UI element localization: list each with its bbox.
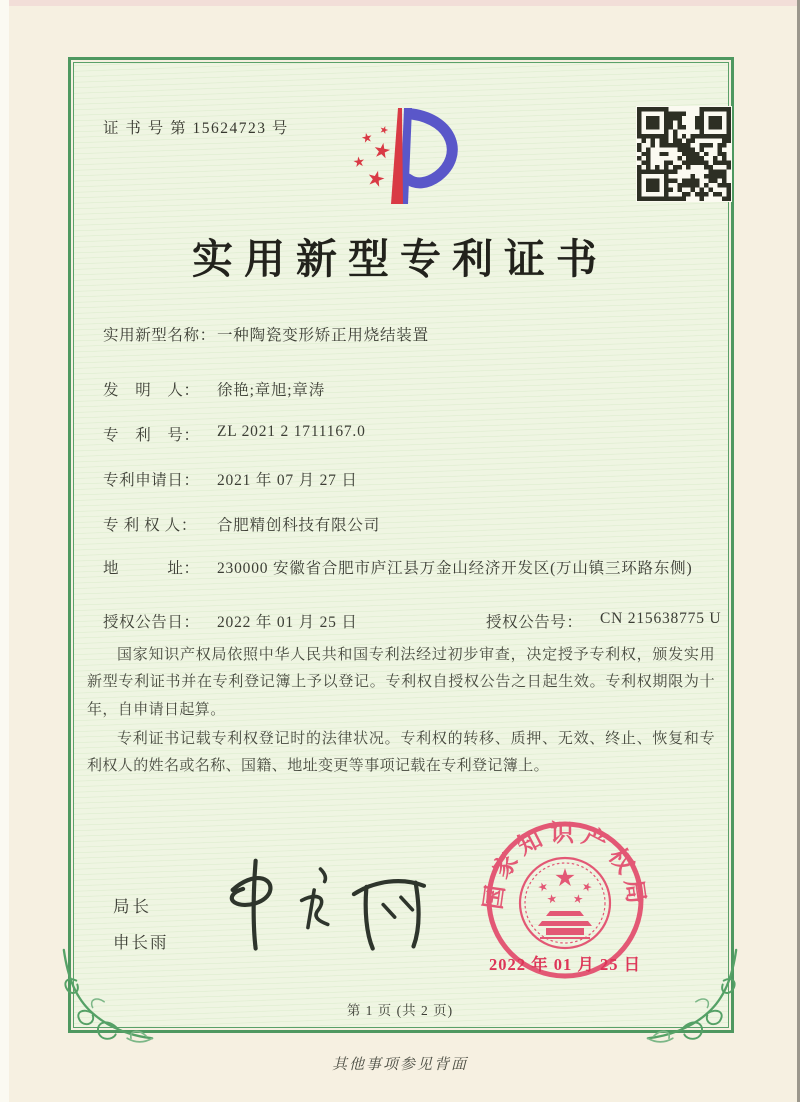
cnipa-logo-icon: [332, 104, 472, 216]
legal-paragraph-1: 国家知识产权局依照中华人民共和国专利法经过初步审查，决定授予专利权，颁发实用新型专利证书并在专利登记簿上予以登记。专利权自授权公告之日起生效。专利权期限为十年，自申请日起算。: [87, 647, 715, 718]
back-side-note: 其他事项参见背面: [331, 1057, 468, 1073]
field-utility-model-name: [103, 323, 429, 345]
qr-code: [636, 106, 732, 202]
scan-edge-top: [0, 0, 800, 6]
field-label: 专 利 号：: [103, 427, 200, 444]
legal-text: [87, 642, 715, 782]
field-label: 专利申请日：: [103, 472, 200, 489]
field-grant-row: [103, 610, 722, 632]
seal-date: 2022 年 01 月 25 日: [488, 955, 642, 974]
field-value: 230000 安徽省合肥市庐江县万金山经济开发区(万山镇三环路东侧): [217, 560, 693, 577]
field-value: 合肥精创科技有限公司: [217, 517, 381, 534]
svg-text:国家知识产权局: [480, 820, 650, 911]
handwritten-signature-icon: [218, 850, 448, 955]
field-value: 2022 年 01 月 25 日: [217, 614, 358, 631]
field-value: CN 215638775 U: [600, 610, 722, 627]
field-patentee: [103, 513, 380, 535]
field-inventors: [103, 378, 325, 400]
field-filing-date: [103, 468, 358, 490]
field-label: 地 址：: [103, 560, 200, 577]
page-number: 第 1 页 (共 2 页): [346, 1003, 454, 1018]
field-value: 2021 年 07 月 27 日: [217, 472, 358, 489]
corner-flourish-bottom-right: [644, 948, 740, 1044]
field-value: 一种陶瓷变形矫正用烧结装置: [217, 327, 429, 344]
corner-flourish-bottom-left: [60, 948, 156, 1044]
field-address: [103, 556, 695, 582]
seal-emblem: [520, 858, 610, 948]
field-patent-number: [103, 423, 366, 445]
field-label: 授权公告日：: [103, 614, 200, 631]
commissioner-name: 申长雨: [113, 933, 169, 952]
field-value: 徐艳;章旭;章涛: [217, 382, 326, 399]
field-label: 授权公告号：: [486, 614, 583, 631]
certificate-number: 证 书 号 第 15624723 号: [103, 120, 289, 137]
scan-edge-left: [0, 0, 9, 1102]
field-value: ZL 2021 2 1711167.0: [217, 423, 366, 440]
field-label: 实用新型名称：: [103, 327, 216, 344]
commissioner-title: 局长: [113, 897, 152, 916]
seal-ring-text: 国家知识产权局: [480, 821, 650, 912]
field-label: 专 利 权 人：: [103, 517, 197, 534]
legal-paragraph-2: 专利证书记载专利权登记时的法律状况。专利权的转移、质押、无效、终止、恢复和专利权人的姓名或名称、国籍、地址变更等事项记载在专利登记簿上。: [87, 730, 715, 775]
document-title: 实用新型专利证书: [192, 236, 608, 282]
field-label: 发 明 人：: [103, 382, 200, 399]
field-grant-number: [486, 610, 721, 632]
